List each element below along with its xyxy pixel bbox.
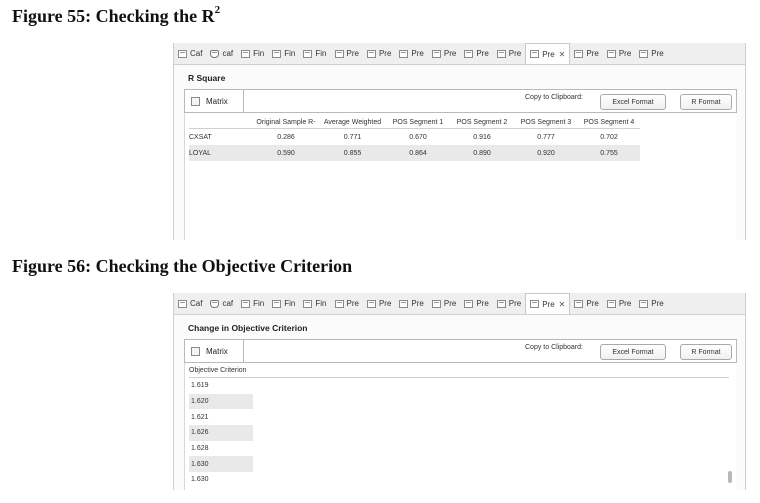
close-tab-icon[interactable]: ✕ [558, 299, 566, 309]
table-icon [272, 300, 281, 308]
table-icon [607, 50, 616, 58]
column-header-pos-segment-2: POS Segment 2 [450, 117, 514, 129]
tab-5[interactable] [331, 43, 363, 64]
table-icon [432, 300, 441, 308]
tab-6[interactable] [363, 43, 395, 64]
column-header-pos-segment-4: POS Segment 4 [578, 117, 640, 129]
tab-label: Pre [476, 49, 489, 58]
tab-label: Pre [411, 49, 424, 58]
tab-label: Pre [618, 299, 632, 308]
table-icon [335, 50, 344, 58]
table-icon [530, 50, 539, 58]
table-cell: 0.855 [319, 145, 386, 161]
close-tab-icon[interactable]: ✕ [558, 49, 566, 59]
r-format-button[interactable]: R Format [680, 94, 732, 110]
tab-label: Pre [651, 49, 664, 58]
table-cell: 0.771 [343, 133, 362, 141]
tab-8[interactable] [428, 293, 460, 314]
table-icon [639, 50, 648, 58]
table-icon [399, 300, 408, 308]
tab-label: caf [222, 49, 234, 58]
tab-label: Pre [443, 299, 457, 308]
table-icon [241, 50, 250, 58]
tab-label: Pre [618, 49, 632, 58]
tab-matrix[interactable] [185, 90, 244, 112]
table-cell: 0.702 [600, 133, 618, 141]
tab-11[interactable] [525, 293, 570, 314]
tab-label: Fin [284, 49, 296, 58]
table-icon [497, 50, 506, 58]
matrix-tab-label: Matrix [206, 96, 228, 106]
tab-1[interactable] [206, 293, 237, 314]
figure-55-window [173, 43, 746, 240]
tab-label: Pre [508, 49, 522, 58]
matrix-tab-label: Matrix [206, 346, 228, 356]
vertical-scrollbar[interactable] [728, 471, 732, 483]
tab-label: Pre [411, 299, 424, 308]
table-cell: 0.777 [537, 133, 555, 141]
figure-56-window [173, 293, 746, 490]
row-label: CXSAT [189, 133, 212, 141]
table-cell: 0.286 [277, 133, 295, 141]
tab-13[interactable] [603, 293, 635, 314]
results-toolbar [184, 339, 737, 363]
table-icon [574, 300, 583, 308]
column-header-pos-segment-3: POS Segment 3 [514, 117, 578, 129]
table-cell: 0.920 [514, 145, 578, 161]
table-icon [303, 300, 312, 308]
results-toolbar [184, 89, 737, 113]
tab-label: Pre [586, 299, 599, 308]
figure-55-title [12, 6, 220, 27]
section-label: R Square [188, 73, 226, 83]
tab-label: Pre [508, 299, 522, 308]
database-icon [210, 300, 219, 308]
r-square-table-area [184, 113, 736, 240]
tab-label: Fin [253, 299, 265, 308]
table-icon [335, 300, 344, 308]
list-item: 1.628 [191, 445, 209, 453]
tab-2[interactable] [237, 293, 268, 314]
list-item: 1.621 [191, 413, 209, 421]
list-item: 1.619 [191, 382, 209, 390]
table-icon [497, 300, 506, 308]
copy-to-clipboard-label: Copy to Clipboard: [525, 344, 583, 351]
tab-label: Pre [586, 49, 599, 58]
chart-icon [178, 50, 187, 58]
objective-criterion-area [184, 363, 736, 490]
table-cell: 0.755 [578, 145, 640, 161]
list-item: 1.630 [189, 456, 253, 472]
tab-4[interactable] [299, 43, 330, 64]
editor-tab-bar [174, 293, 745, 315]
tab-5[interactable] [331, 293, 363, 314]
tab-9[interactable] [460, 43, 492, 64]
table-icon [574, 50, 583, 58]
figure-55-title-superscript: 2 [214, 4, 221, 16]
table-icon [367, 300, 376, 308]
table-icon [241, 300, 250, 308]
list-item: 1.626 [189, 425, 253, 441]
tab-label: Caf [190, 299, 203, 308]
table-icon [530, 300, 539, 308]
tab-10[interactable] [493, 293, 525, 314]
tab-label: Caf [190, 49, 203, 58]
tab-7[interactable] [395, 43, 427, 64]
tab-0[interactable] [174, 43, 206, 64]
table-icon [639, 300, 648, 308]
tab-label: Pre [443, 49, 457, 58]
database-icon [210, 50, 219, 58]
tab-0[interactable] [174, 293, 206, 314]
table-icon [432, 50, 441, 58]
table-icon [607, 300, 616, 308]
tab-label: Pre [651, 299, 664, 308]
matrix-icon [191, 347, 200, 356]
tab-11[interactable] [525, 43, 570, 64]
table-icon [399, 50, 408, 58]
tab-14[interactable] [635, 43, 667, 64]
table-cell: 0.670 [409, 133, 427, 141]
tab-6[interactable] [363, 293, 395, 314]
tab-3[interactable] [268, 43, 299, 64]
table-cell: 0.890 [450, 145, 514, 161]
table-cell: 0.916 [473, 133, 491, 141]
r-square-table [189, 117, 640, 161]
tab-label: Pre [476, 299, 489, 308]
tab-14[interactable] [635, 293, 667, 314]
table-cell: 0.864 [386, 145, 450, 161]
list-item: 1.630 [191, 476, 209, 484]
tab-label: Pre [346, 49, 359, 58]
column-header-objective-criterion: Objective Criterion [189, 367, 729, 378]
tab-7[interactable] [395, 293, 427, 314]
section-label: Change in Objective Criterion [188, 323, 308, 333]
tab-label: Fin [253, 49, 265, 58]
table-cell: 0.590 [253, 145, 319, 161]
editor-tab-bar [174, 43, 745, 65]
tab-12[interactable] [570, 43, 602, 64]
matrix-icon [191, 97, 200, 106]
copy-to-clipboard-label: Copy to Clipboard: [525, 94, 583, 101]
tab-label: caf [222, 299, 234, 308]
tab-13[interactable] [603, 43, 635, 64]
column-header-name [189, 117, 253, 129]
chart-icon [178, 300, 187, 308]
tab-3[interactable] [268, 293, 299, 314]
column-header-pos-segment-1: POS Segment 1 [386, 117, 450, 129]
tab-8[interactable] [428, 43, 460, 64]
list-item: 1.620 [189, 394, 253, 410]
row-label: LOYAL [189, 145, 253, 161]
table-icon [464, 50, 473, 58]
objective-criterion-list [189, 367, 729, 488]
excel-format-button[interactable]: Excel Format [600, 344, 666, 360]
table-icon [367, 50, 376, 58]
table-icon [464, 300, 473, 308]
column-header-original-sample: Original Sample R- [253, 117, 319, 129]
tab-4[interactable] [299, 293, 330, 314]
tab-2[interactable] [237, 43, 268, 64]
r-format-button[interactable]: R Format [680, 344, 732, 360]
tab-9[interactable] [460, 293, 492, 314]
table-row [189, 145, 640, 161]
tab-label: Pre [378, 49, 392, 58]
table-icon [303, 50, 312, 58]
tab-label: Pre [542, 299, 555, 309]
tab-10[interactable] [493, 43, 525, 64]
table-header-row [189, 117, 640, 129]
tab-label: Pre [378, 299, 392, 308]
table-icon [272, 50, 281, 58]
tab-12[interactable] [570, 293, 602, 314]
tab-matrix[interactable] [185, 340, 244, 362]
excel-format-button[interactable]: Excel Format [600, 94, 666, 110]
tab-label: Fin [315, 299, 327, 308]
column-header-average-weighted: Average Weighted [319, 117, 386, 129]
tab-label: Pre [542, 49, 555, 59]
tab-1[interactable] [206, 43, 237, 64]
tab-label: Pre [346, 299, 359, 308]
figure-56-title: Figure 56: Checking the Objective Criterion [12, 256, 353, 276]
tab-label: Fin [284, 299, 296, 308]
table-row [189, 129, 640, 146]
tab-label: Fin [315, 49, 327, 58]
figure-55-title-text: Figure 55: Checking the R [12, 6, 215, 26]
